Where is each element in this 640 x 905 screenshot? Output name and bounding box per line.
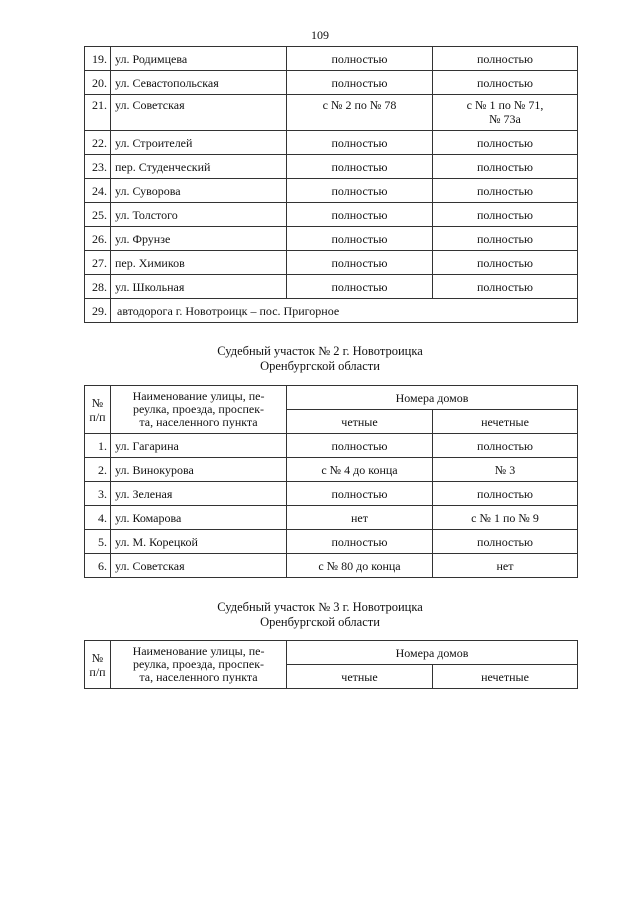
even-houses: полностью <box>287 179 433 203</box>
street-name: ул. Зеленая <box>111 482 287 506</box>
header-name-line3: та, населенного пункта <box>139 415 258 429</box>
header-street-name <box>111 386 287 434</box>
district-1-table <box>84 46 578 323</box>
row-number: 19. <box>85 47 111 71</box>
even-houses: полностью <box>287 71 433 95</box>
table-row <box>85 458 578 482</box>
even-houses: полностью <box>287 275 433 299</box>
table-row <box>85 251 578 275</box>
even-houses: полностью <box>287 482 433 506</box>
odd-houses: полностью <box>433 47 578 71</box>
street-name: ул. Фрунзе <box>111 227 287 251</box>
header-number-line1: № <box>91 650 104 665</box>
odd-houses: полностью <box>433 203 578 227</box>
even-houses: с № 4 до конца <box>287 458 433 482</box>
odd-houses: полностью <box>433 71 578 95</box>
row-number: 25. <box>85 203 111 227</box>
header-house-numbers: Номера домов <box>287 386 578 410</box>
odd-houses: полностью <box>433 434 578 458</box>
even-houses: нет <box>287 506 433 530</box>
odd-houses: с № 1 по № 9 <box>433 506 578 530</box>
row-number: 29. <box>85 299 111 323</box>
page-number: 109 <box>311 28 329 42</box>
section-2-title-line1: Судебный участок № 2 г. Новотроицка <box>217 344 423 358</box>
header-number <box>85 641 111 689</box>
even-houses: полностью <box>287 131 433 155</box>
section-2-title <box>0 344 640 374</box>
header-name-line1: Наименование улицы, пе- <box>132 389 265 403</box>
row-number: 28. <box>85 275 111 299</box>
row-number: 6. <box>85 554 111 578</box>
even-houses: с № 2 по № 78 <box>287 95 433 131</box>
table-row <box>85 203 578 227</box>
street-name: ул. Комарова <box>111 506 287 530</box>
row-number: 5. <box>85 530 111 554</box>
odd-houses: полностью <box>433 530 578 554</box>
street-name: ул. Суворова <box>111 179 287 203</box>
street-name: ул. Винокурова <box>111 458 287 482</box>
row-number: 27. <box>85 251 111 275</box>
street-name: ул. Гагарина <box>111 434 287 458</box>
odd-houses-line2: № 73а <box>489 112 521 126</box>
district-3-table <box>84 640 578 689</box>
row-number: 26. <box>85 227 111 251</box>
table-row <box>85 506 578 530</box>
even-houses: с № 80 до конца <box>287 554 433 578</box>
table-row <box>85 155 578 179</box>
street-name: пер. Химиков <box>111 251 287 275</box>
header-number-line2: п/п <box>89 664 106 679</box>
section-2-title-line2: Оренбургской области <box>260 359 380 373</box>
table-row <box>85 47 578 71</box>
table-row <box>85 482 578 506</box>
table-row <box>85 131 578 155</box>
header-name-line1: Наименование улицы, пе- <box>132 644 265 658</box>
row-number: 3. <box>85 482 111 506</box>
row-number: 22. <box>85 131 111 155</box>
row-number: 1. <box>85 434 111 458</box>
header-even: четные <box>287 665 433 689</box>
even-houses: полностью <box>287 434 433 458</box>
section-3-title-line1: Судебный участок № 3 г. Новотроицка <box>217 600 423 614</box>
header-even: четные <box>287 410 433 434</box>
even-houses: полностью <box>287 47 433 71</box>
header-street-name <box>111 641 287 689</box>
header-name-line2: реулка, проезда, проспек- <box>132 402 265 416</box>
odd-houses: полностью <box>433 275 578 299</box>
table-header-row <box>85 386 578 410</box>
header-name-line2: реулка, проезда, проспек- <box>132 657 265 671</box>
header-number <box>85 386 111 434</box>
header-odd: нечетные <box>433 665 578 689</box>
odd-houses: № 3 <box>433 458 578 482</box>
table-row <box>85 434 578 458</box>
even-houses: полностью <box>287 227 433 251</box>
header-name-line3: та, населенного пункта <box>139 670 258 684</box>
header-number-line2: п/п <box>89 409 106 424</box>
street-name: ул. Родимцева <box>111 47 287 71</box>
street-name: ул. Школьная <box>111 275 287 299</box>
table-row <box>85 554 578 578</box>
street-name: ул. М. Корецкой <box>111 530 287 554</box>
even-houses: полностью <box>287 251 433 275</box>
table-row <box>85 275 578 299</box>
table-row <box>85 95 578 131</box>
odd-houses: нет <box>433 554 578 578</box>
odd-houses: полностью <box>433 155 578 179</box>
row-number: 20. <box>85 71 111 95</box>
header-odd: нечетные <box>433 410 578 434</box>
odd-houses: полностью <box>433 179 578 203</box>
odd-houses <box>433 95 578 131</box>
odd-houses: полностью <box>433 251 578 275</box>
odd-houses: полностью <box>433 482 578 506</box>
even-houses: полностью <box>287 530 433 554</box>
table-row <box>85 179 578 203</box>
section-3-title <box>0 600 640 630</box>
odd-houses: полностью <box>433 227 578 251</box>
district-2-table <box>84 385 578 578</box>
odd-houses-line1: с № 1 по № 71, <box>466 98 544 112</box>
table-row <box>85 299 578 323</box>
street-name: ул. Советская <box>111 95 287 131</box>
street-name: ул. Толстого <box>111 203 287 227</box>
even-houses: полностью <box>287 155 433 179</box>
row-number: 2. <box>85 458 111 482</box>
header-house-numbers: Номера домов <box>287 641 578 665</box>
row-number: 21. <box>85 95 111 131</box>
street-name: ул. Строителей <box>111 131 287 155</box>
even-houses: полностью <box>287 203 433 227</box>
table-row <box>85 227 578 251</box>
table-header-row <box>85 641 578 665</box>
row-number: 24. <box>85 179 111 203</box>
row-number: 4. <box>85 506 111 530</box>
header-number-line1: № <box>91 395 104 410</box>
street-name: ул. Советская <box>111 554 287 578</box>
street-name: ул. Севастопольская <box>111 71 287 95</box>
row-number: 23. <box>85 155 111 179</box>
table-row <box>85 530 578 554</box>
section-3-title-line2: Оренбургской области <box>260 615 380 629</box>
odd-houses: полностью <box>433 131 578 155</box>
table-row <box>85 71 578 95</box>
street-name: автодорога г. Новотроицк – пос. Пригорное <box>111 299 578 323</box>
street-name: пер. Студенческий <box>111 155 287 179</box>
